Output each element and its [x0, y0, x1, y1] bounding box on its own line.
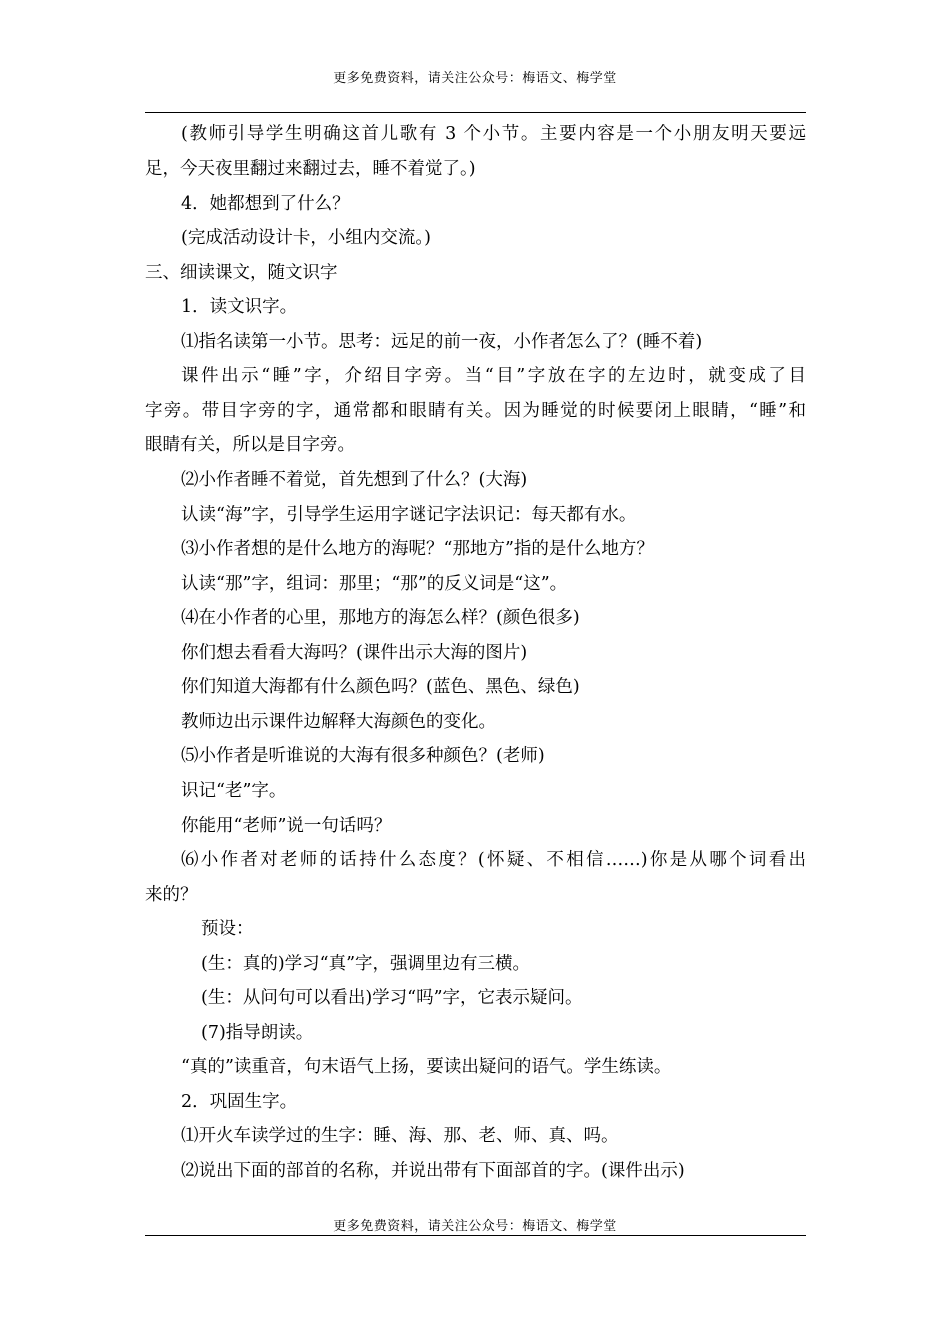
paragraph-line: ⑴开火车读学过的生字：睡、海、那、老、师、真、吗。: [181, 1126, 619, 1146]
paragraph-line: (7)指导朗读。: [201, 1023, 314, 1043]
paragraph-line: 4．她都想到了什么？: [181, 194, 350, 214]
paragraph-line: 教师边出示课件边解释大海颜色的变化。: [181, 712, 496, 732]
paragraph-line: 识记“老”字。: [181, 781, 287, 801]
paragraph-line: 你们知道大海都有什么颜色吗？(蓝色、黑色、绿色): [181, 677, 580, 697]
paragraph-line: ⑵说出下面的部首的名称，并说出带有下面部首的字。(课件出示): [181, 1161, 685, 1181]
paragraph-line: ⑵小作者睡不着觉，首先想到了什么？(大海): [181, 470, 528, 490]
paragraph-line: 认读“海”字，引导学生运用字谜记字法识记：每天都有水。: [181, 505, 637, 525]
paragraph-line: 你们想去看看大海吗？(课件出示大海的图片): [181, 643, 528, 663]
paragraph-line: (完成活动设计卡，小组内交流。): [181, 228, 431, 248]
paragraph-line: (教师引导学生明确这首儿歌有 3 个小节。主要内容是一个小朋友明天要远: [181, 124, 806, 144]
paragraph-line: “真的”读重音，句末语气上扬，要读出疑问的语气。学生练读。: [181, 1057, 672, 1077]
paragraph-line: ⑷在小作者的心里，那地方的海怎么样？(颜色很多): [181, 608, 580, 628]
paragraph-line: 预设：: [201, 919, 254, 939]
footer-rule: [145, 1235, 806, 1236]
page-footer: 更多免费资料，请关注公众号：梅语文、梅学堂: [333, 1219, 617, 1234]
paragraph-line: ⑹小作者对老师的话持什么态度？(怀疑、不相信……)你是从哪个词看出: [181, 850, 806, 870]
paragraph-line: (生：真的)学习“真”字，强调里边有三横。: [201, 954, 531, 974]
paragraph-line: 足，今天夜里翻过来翻过去，睡不着觉了。): [145, 159, 476, 179]
page-header: 更多免费资料，请关注公众号：梅语文、梅学堂: [333, 71, 617, 86]
paragraph-line: (生：从问句可以看出)学习“吗”字，它表示疑问。: [201, 988, 583, 1008]
paragraph-line: 认读“那”字，组词：那里；“那”的反义词是“这”。: [181, 574, 568, 594]
paragraph-line: 字旁。带目字旁的字，通常都和眼睛有关。因为睡觉的时候要闭上眼睛，“睡”和: [145, 401, 806, 421]
paragraph-line: 来的？: [145, 885, 198, 905]
paragraph-line: 你能用“老师”说一句话吗？: [181, 816, 392, 836]
header-rule: [145, 112, 806, 113]
paragraph-line: 课件出示“睡”字，介绍目字旁。当“目”字放在字的左边时，就变成了目: [181, 366, 806, 386]
paragraph-line: 1．读文识字。: [181, 297, 298, 317]
paragraph-line: ⑴指名读第一小节。思考：远足的前一夜，小作者怎么了？(睡不着): [181, 332, 703, 352]
paragraph-line: 眼睛有关，所以是目字旁。: [145, 435, 355, 455]
section-heading: 三、细读课文，随文识字: [145, 263, 338, 283]
paragraph-line: 2．巩固生字。: [181, 1092, 298, 1112]
paragraph-line: ⑶小作者想的是什么地方的海呢？“那地方”指的是什么地方？: [181, 539, 654, 559]
paragraph-line: ⑸小作者是听谁说的大海有很多种颜色？(老师): [181, 746, 545, 766]
